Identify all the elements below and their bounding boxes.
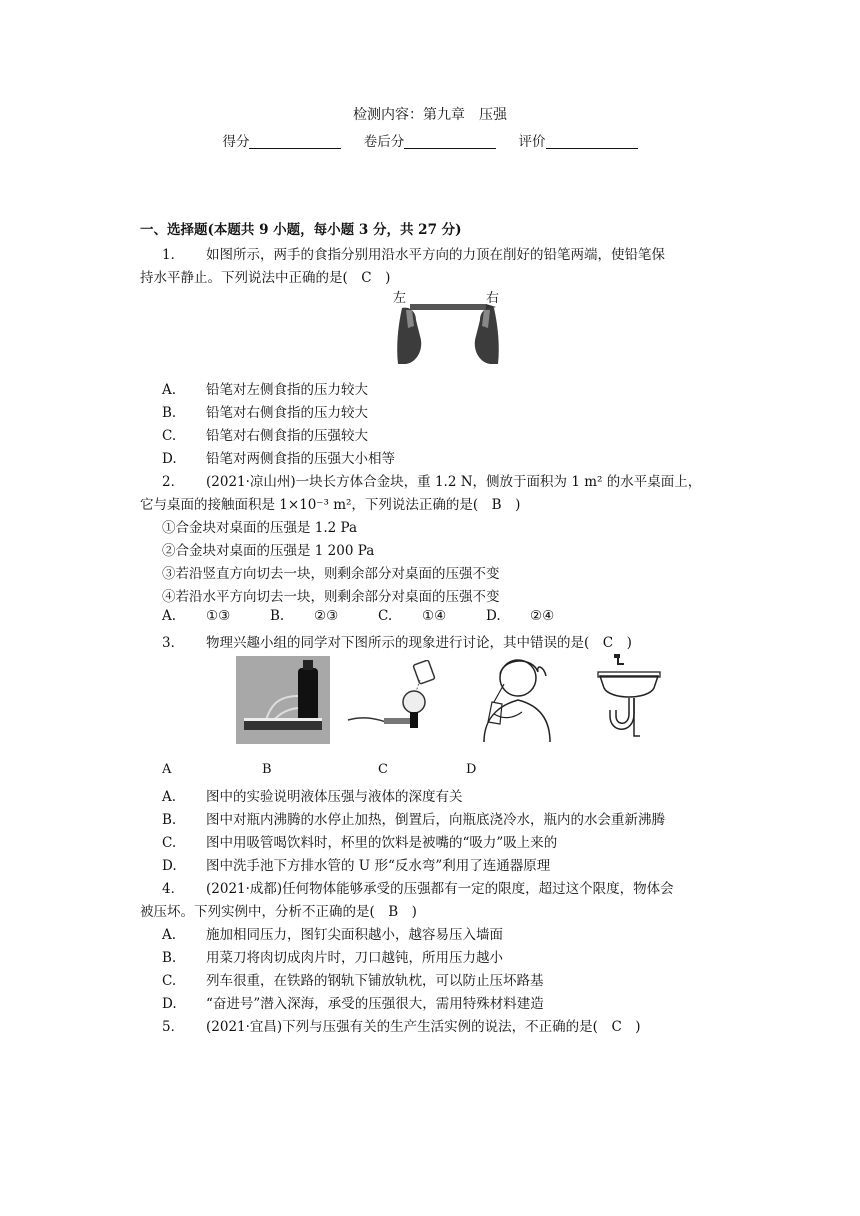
- score-label: 得分: [222, 134, 250, 150]
- q1-fig-left-label: 左: [393, 291, 407, 306]
- q4-number: 4．: [162, 881, 185, 897]
- q2-option-c-text: ①④: [422, 608, 447, 624]
- q2-option-d-text: ②④: [530, 608, 555, 624]
- bottle-icon: [298, 668, 318, 726]
- q3-fig-label-b: B: [262, 762, 272, 777]
- score-line: [0, 130, 860, 150]
- q2-statement-4: ④若沿水平方向切去一块，则剩余部分对桌面的压强不变: [162, 589, 500, 605]
- straw-icon: [494, 684, 504, 702]
- q3-fig-label-a: A: [162, 762, 172, 777]
- flask-icon: [403, 691, 425, 713]
- q3-figure-c-girl-straw: [474, 654, 558, 746]
- q3-figure-b-flask: [344, 660, 444, 740]
- q2-statement-3: ③若沿竖直方向切去一块，则剩余部分对桌面的压强不变: [162, 566, 500, 582]
- rating-label: 评价: [518, 134, 546, 150]
- pencil-icon: [410, 304, 486, 310]
- q3-number: 3．: [162, 635, 185, 651]
- q1-option-c: C. 铅笔对右侧食指的压强较大: [162, 428, 368, 444]
- q2-option-b-text: ②③: [314, 608, 339, 624]
- q3-option-d: D. 图中洗手池下方排水管的 U 形“反水弯”利用了连通器原理: [162, 858, 551, 874]
- page-title: 检测内容：第九章 压强: [353, 107, 507, 123]
- u-trap-icon: [610, 698, 634, 729]
- q4-line2: 被压坏。下列实例中，分析不正确的是( B ): [140, 904, 417, 920]
- q3-text: 物理兴趣小组的同学对下图所示的现象进行讨论，其中错误的是( C ): [206, 635, 632, 651]
- q1-number: 1．: [162, 247, 185, 263]
- q2-option-b-label: B.: [270, 608, 285, 624]
- q1-pencil-hands-figure: [396, 296, 500, 366]
- q3-option-a: A. 图中的实验说明液体压强与液体的深度有关: [162, 789, 463, 805]
- q4-line1: [162, 877, 674, 897]
- q1-fig-right-label: 右: [486, 291, 500, 306]
- q5-text: (2021·宜昌)下列与压强有关的生产生活实例的说法，不正确的是( C ): [206, 1019, 641, 1035]
- q2-statement-2: ②合金块对桌面的压强是 1 200 Pa: [162, 543, 375, 559]
- q1-option-d: D. 铅笔对两侧食指的压强大小相等: [162, 451, 395, 467]
- q4-option-d: D. “奋进号”潜入深海，承受的压强很大，需用特殊材料建造: [162, 996, 544, 1012]
- q3-option-c: C. 图中用吸管喝饮料时，杯里的饮料是被嘴的“吸力”吸上来的: [162, 835, 558, 851]
- q1-option-b: B. 铅笔对右侧食指的压力较大: [162, 405, 368, 421]
- q2-option-a-label: A.: [162, 608, 177, 624]
- q2-option-d-label: D.: [486, 608, 501, 624]
- q3-figure-a-bottle: [236, 656, 330, 744]
- q2-number: 2．: [162, 474, 185, 490]
- sink-basin-icon: [600, 676, 658, 697]
- q1-line1: [162, 243, 665, 263]
- score-blank: [249, 134, 341, 149]
- rating-blank: [546, 134, 638, 149]
- q3-option-b: B. 图中对瓶内沸腾的水停止加热，倒置后，向瓶底浇冷水，瓶内的水会重新沸腾: [162, 812, 665, 828]
- q1-line2: 持水平静止。下列说法中正确的是( C ): [140, 270, 391, 286]
- q4-option-b: B. 用菜刀将肉切成肉片时，刀口越钝，所用压力越小: [162, 950, 503, 966]
- q2-text: (2021·凉山州)一块长方体合金块，重 1.2 N，侧放于面积为 1 m² 的水平桌面上，: [206, 474, 702, 490]
- q2-line2: 它与桌面的接触面积是 1×10⁻³ m²，下列说法正确的是( B ): [140, 497, 521, 513]
- q1-option-a: A. 铅笔对左侧食指的压力较大: [162, 382, 368, 398]
- paper-score-blank: [404, 134, 496, 149]
- section-heading: 一、选择题(本题共 9 小题，每小题 3 分，共 27 分): [140, 222, 462, 238]
- q4-option-a: A. 施加相同压力，图钉尖面积越小，越容易压入墙面: [162, 927, 503, 943]
- q5-number: 5．: [162, 1019, 185, 1035]
- q1-text: 如图所示，两手的食指分别用沿水平方向的力顶在削好的铅笔两端，使铅笔保: [206, 247, 665, 263]
- q3-fig-label-c: C: [378, 762, 388, 777]
- q4-text: (2021·成都)任何物体能够承受的压强都有一定的限度，超过这个限度，物体会: [206, 881, 674, 897]
- q3-figure-d-sink: [594, 654, 664, 744]
- q3-fig-label-d: D: [466, 762, 477, 777]
- q2-option-c-label: C.: [378, 608, 393, 624]
- q3-line1: [162, 631, 632, 651]
- q2-options: [162, 608, 554, 624]
- q5-line1: [162, 1015, 641, 1035]
- paper-score-label: 卷后分: [363, 134, 405, 150]
- q2-line1: [162, 470, 701, 490]
- q2-option-a-text: ①③: [206, 608, 231, 624]
- q2-statement-1: ①合金块对桌面的压强是 1.2 Pa: [162, 520, 358, 536]
- q4-option-c: C. 列车很重，在铁路的钢轨下铺放轨枕，可以防止压坏路基: [162, 973, 544, 989]
